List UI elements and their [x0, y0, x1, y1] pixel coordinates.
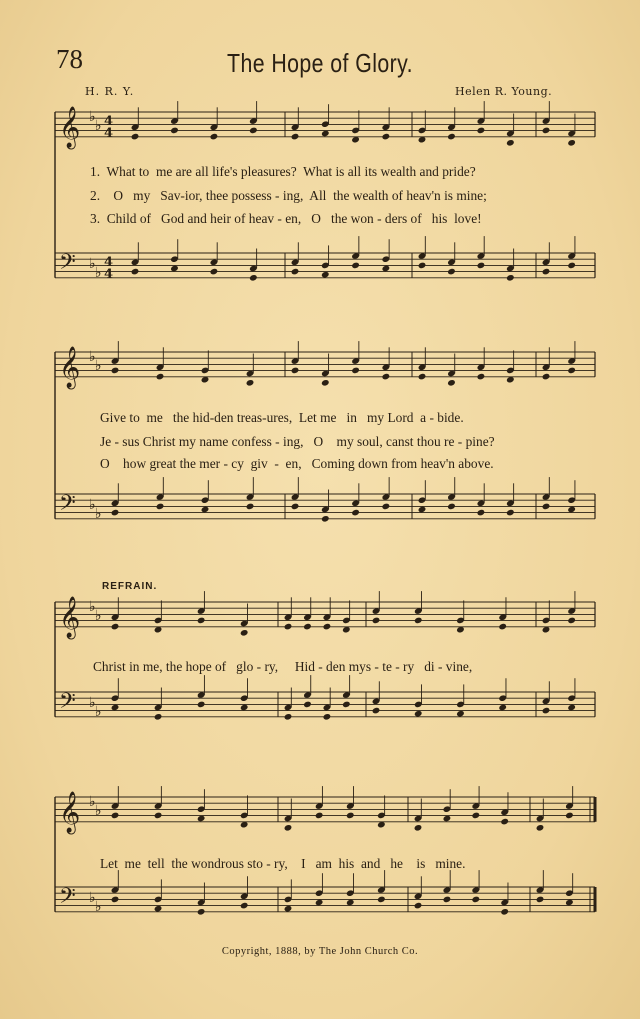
note-head — [414, 617, 423, 625]
treble-clef-icon: 𝄞 — [59, 107, 81, 148]
lyric-verse-3-line-1: 3. Child of God and heir of heav - en, O the won - ders of his love! — [90, 211, 482, 226]
note-head — [506, 509, 515, 517]
bass-clef-icon: 𝄢 — [59, 491, 76, 521]
bass-clef-icon: 𝄢 — [59, 250, 76, 280]
note-head — [567, 367, 576, 375]
note-head — [284, 623, 293, 631]
note-head — [414, 824, 423, 832]
note-head — [346, 812, 355, 820]
note-head — [565, 812, 574, 820]
note-head — [346, 899, 355, 907]
note-head — [536, 824, 545, 832]
time-signature-top: 4 — [104, 114, 114, 129]
note-head — [210, 268, 219, 276]
page-number: 78 — [56, 44, 83, 74]
note-head — [372, 617, 381, 625]
note-head — [542, 127, 551, 135]
flat-sign-icon: ♭ — [89, 794, 96, 810]
note-head — [506, 274, 515, 282]
note-head — [131, 268, 140, 276]
note-head — [249, 127, 258, 135]
flat-sign-icon: ♭ — [89, 349, 96, 365]
flat-sign-icon: ♭ — [89, 109, 96, 125]
note-head — [197, 908, 206, 916]
note-head — [111, 623, 120, 631]
note-head — [372, 707, 381, 715]
bass-clef-icon: 𝄢 — [59, 884, 76, 914]
note-head — [447, 503, 456, 511]
flat-sign-icon: ♭ — [89, 497, 96, 513]
note-head — [111, 704, 120, 712]
note-head — [477, 127, 486, 135]
treble-clef-icon: 𝄞 — [59, 347, 81, 388]
note-head — [471, 896, 480, 904]
note-head — [567, 617, 576, 625]
time-signature-bottom: 4 — [104, 267, 114, 282]
note-head — [418, 262, 427, 270]
note-head — [351, 262, 360, 270]
note-head — [500, 818, 509, 826]
note-head — [154, 812, 163, 820]
lyric-verse-3-line-2: O how great the mer - cy giv - en, Coming down from heav'n above. — [100, 456, 494, 471]
note-head — [321, 515, 330, 523]
note-head — [498, 623, 507, 631]
flat-sign-icon: ♭ — [95, 803, 102, 819]
flat-sign-icon: ♭ — [95, 704, 102, 720]
note-head — [284, 905, 293, 913]
note-head — [291, 367, 300, 375]
note-head — [131, 133, 140, 141]
lyric-refrain-line-1: Christ in me, the hope of glo - ry, Hid - den mys - te - ry di - vine, — [93, 659, 473, 674]
note-head — [447, 133, 456, 141]
note-head — [542, 707, 551, 715]
note-head — [323, 713, 332, 721]
lyricist-initials: H. R. Y. — [85, 85, 135, 98]
flat-sign-icon: ♭ — [95, 358, 102, 374]
time-signature-bottom: 4 — [104, 126, 114, 141]
note-head — [443, 896, 452, 904]
note-head — [456, 710, 465, 718]
note-head — [170, 265, 179, 273]
note-head — [154, 905, 163, 913]
flat-sign-icon: ♭ — [95, 899, 102, 915]
note-head — [477, 509, 486, 517]
note-head — [315, 899, 324, 907]
treble-clef-icon: 𝄞 — [59, 792, 81, 833]
note-head — [240, 704, 249, 712]
note-head — [303, 701, 312, 709]
note-head — [567, 262, 576, 270]
note-head — [498, 704, 507, 712]
note-head — [382, 265, 391, 273]
note-head — [447, 379, 456, 387]
flat-sign-icon: ♭ — [89, 256, 96, 272]
note-head — [351, 509, 360, 517]
note-head — [471, 812, 480, 820]
note-head — [500, 908, 509, 916]
note-head — [418, 373, 427, 381]
note-head — [542, 373, 551, 381]
note-head — [351, 367, 360, 375]
flat-sign-icon: ♭ — [95, 265, 102, 281]
refrain-label: REFRAIN. — [102, 581, 158, 592]
note-head — [201, 506, 210, 514]
note-head — [567, 704, 576, 712]
note-head — [284, 713, 293, 721]
lyric-refrain-line-2: Let me tell the wondrous sto - ry, I am his and he is mine. — [100, 856, 466, 871]
flat-sign-icon: ♭ — [89, 890, 96, 906]
note-head — [249, 274, 258, 282]
composer-credit: Helen R. Young. — [455, 85, 553, 98]
treble-clef-icon: 𝄞 — [59, 597, 81, 638]
lyric-verse-2-line-1: 2. O my Sav-ior, thee possess - ing, All the wealth of heav'n is mine; — [90, 188, 487, 203]
note-head — [542, 268, 551, 276]
note-head — [170, 127, 179, 135]
note-head — [506, 139, 515, 147]
note-head — [284, 824, 293, 832]
note-head — [303, 623, 312, 631]
note-head — [156, 373, 165, 381]
note-head — [197, 617, 206, 625]
note-head — [567, 506, 576, 514]
note-head — [156, 503, 165, 511]
note-head — [291, 503, 300, 511]
note-head — [418, 506, 427, 514]
note-head — [477, 373, 486, 381]
note-head — [111, 896, 120, 904]
note-head — [154, 713, 163, 721]
note-head — [246, 379, 255, 387]
lyric-verse-1-line-2: Give to me the hid-den treas-ures, Let me in my Lord a - bide. — [100, 410, 464, 425]
flat-sign-icon: ♭ — [95, 506, 102, 522]
note-head — [291, 133, 300, 141]
flat-sign-icon: ♭ — [95, 608, 102, 624]
copyright-line: Copyright, 1888, by The John Church Co. — [221, 946, 419, 957]
note-head — [536, 896, 545, 904]
note-head — [414, 710, 423, 718]
time-signature-top: 4 — [104, 255, 114, 270]
note-head — [377, 896, 386, 904]
note-head — [477, 262, 486, 270]
note-head — [246, 503, 255, 511]
lyric-verse-2-line-2: Je - sus Christ my name confess - ing, O my soul, canst thou re - pine? — [100, 434, 495, 449]
note-head — [382, 503, 391, 511]
note-head — [414, 902, 423, 910]
note-head — [447, 268, 456, 276]
note-head — [567, 139, 576, 147]
note-head — [111, 509, 120, 517]
flat-sign-icon: ♭ — [95, 118, 102, 134]
note-head — [321, 271, 330, 279]
note-head — [291, 268, 300, 276]
note-head — [111, 367, 120, 375]
flat-sign-icon: ♭ — [89, 599, 96, 615]
bass-clef-icon: 𝄢 — [59, 689, 76, 719]
note-head — [197, 701, 206, 709]
note-head — [342, 701, 351, 709]
note-head — [321, 379, 330, 387]
flat-sign-icon: ♭ — [89, 695, 96, 711]
hymn-title: The Hope of Glory. — [227, 48, 413, 78]
note-head — [382, 373, 391, 381]
note-head — [111, 812, 120, 820]
note-head — [240, 629, 249, 637]
lyric-verse-1-line-1: 1. What to me are all life's pleasures? What is all its wealth and pride? — [90, 164, 476, 179]
note-head — [240, 902, 249, 910]
note-head — [323, 623, 332, 631]
note-head — [210, 133, 219, 141]
note-head — [315, 812, 324, 820]
note-head — [565, 899, 574, 907]
note-head — [382, 133, 391, 141]
note-head — [542, 503, 551, 511]
